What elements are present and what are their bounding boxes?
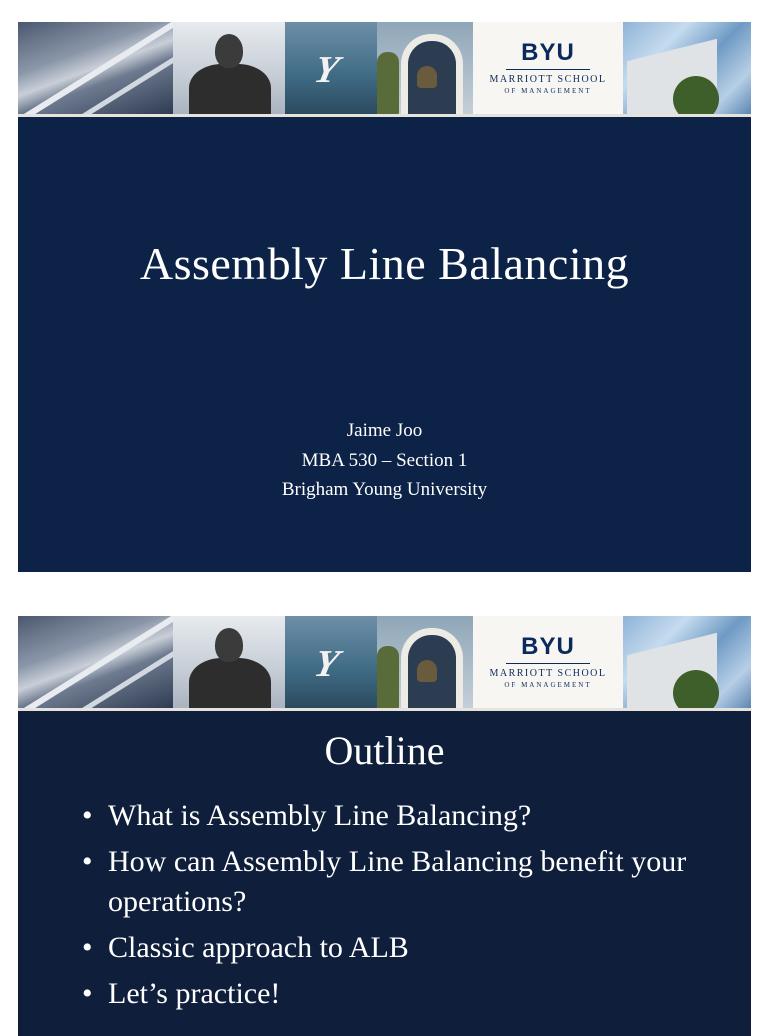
bullet-icon: • — [82, 931, 93, 964]
list-item: • What is Assembly Line Balancing? — [78, 796, 718, 836]
list-item: • Classic approach to ALB — [78, 928, 718, 968]
glass-building-photo — [623, 616, 751, 708]
mountain-y-photo: Y — [285, 22, 377, 114]
header-banner — [18, 616, 751, 711]
mountain-y-photo: Y — [285, 616, 377, 708]
byu-marriott-logo — [473, 22, 623, 114]
bell-tower-photo — [377, 616, 473, 708]
logo-management-text: OF MANAGEMENT — [504, 680, 592, 689]
slide-title: Outline — [324, 728, 445, 773]
building-photo — [18, 22, 173, 114]
presenter-name: Jaime Joo — [346, 420, 423, 441]
bullet-icon: • — [82, 977, 93, 1010]
statue-photo — [173, 22, 285, 114]
bell-tower-photo — [377, 22, 473, 114]
glass-building-photo — [623, 22, 751, 114]
logo-byu-text: BYU — [521, 632, 575, 660]
building-photo — [18, 616, 173, 708]
slide-title: Assembly Line Balancing — [139, 238, 630, 289]
logo-management-text: OF MANAGEMENT — [504, 86, 592, 95]
title-slide — [18, 22, 751, 572]
byu-marriott-logo — [473, 616, 623, 708]
list-item: • Let’s practice! — [78, 974, 718, 1014]
slide-subtitle — [18, 416, 751, 505]
bullet-icon: • — [82, 845, 93, 878]
university-name: Brigham Young University — [281, 479, 488, 500]
logo-school-text: MARRIOTT SCHOOL — [489, 73, 607, 85]
outline-slide — [18, 616, 751, 1036]
course-section: MBA 530 – Section 1 — [301, 449, 468, 471]
list-item: • How can Assembly Line Balancing benefit your operations? — [78, 842, 718, 922]
statue-photo — [173, 616, 285, 708]
header-banner — [18, 22, 751, 117]
outline-list — [78, 796, 718, 1020]
logo-byu-text: BYU — [521, 38, 575, 66]
bullet-icon: • — [82, 799, 93, 832]
logo-school-text: MARRIOTT SCHOOL — [489, 667, 607, 679]
